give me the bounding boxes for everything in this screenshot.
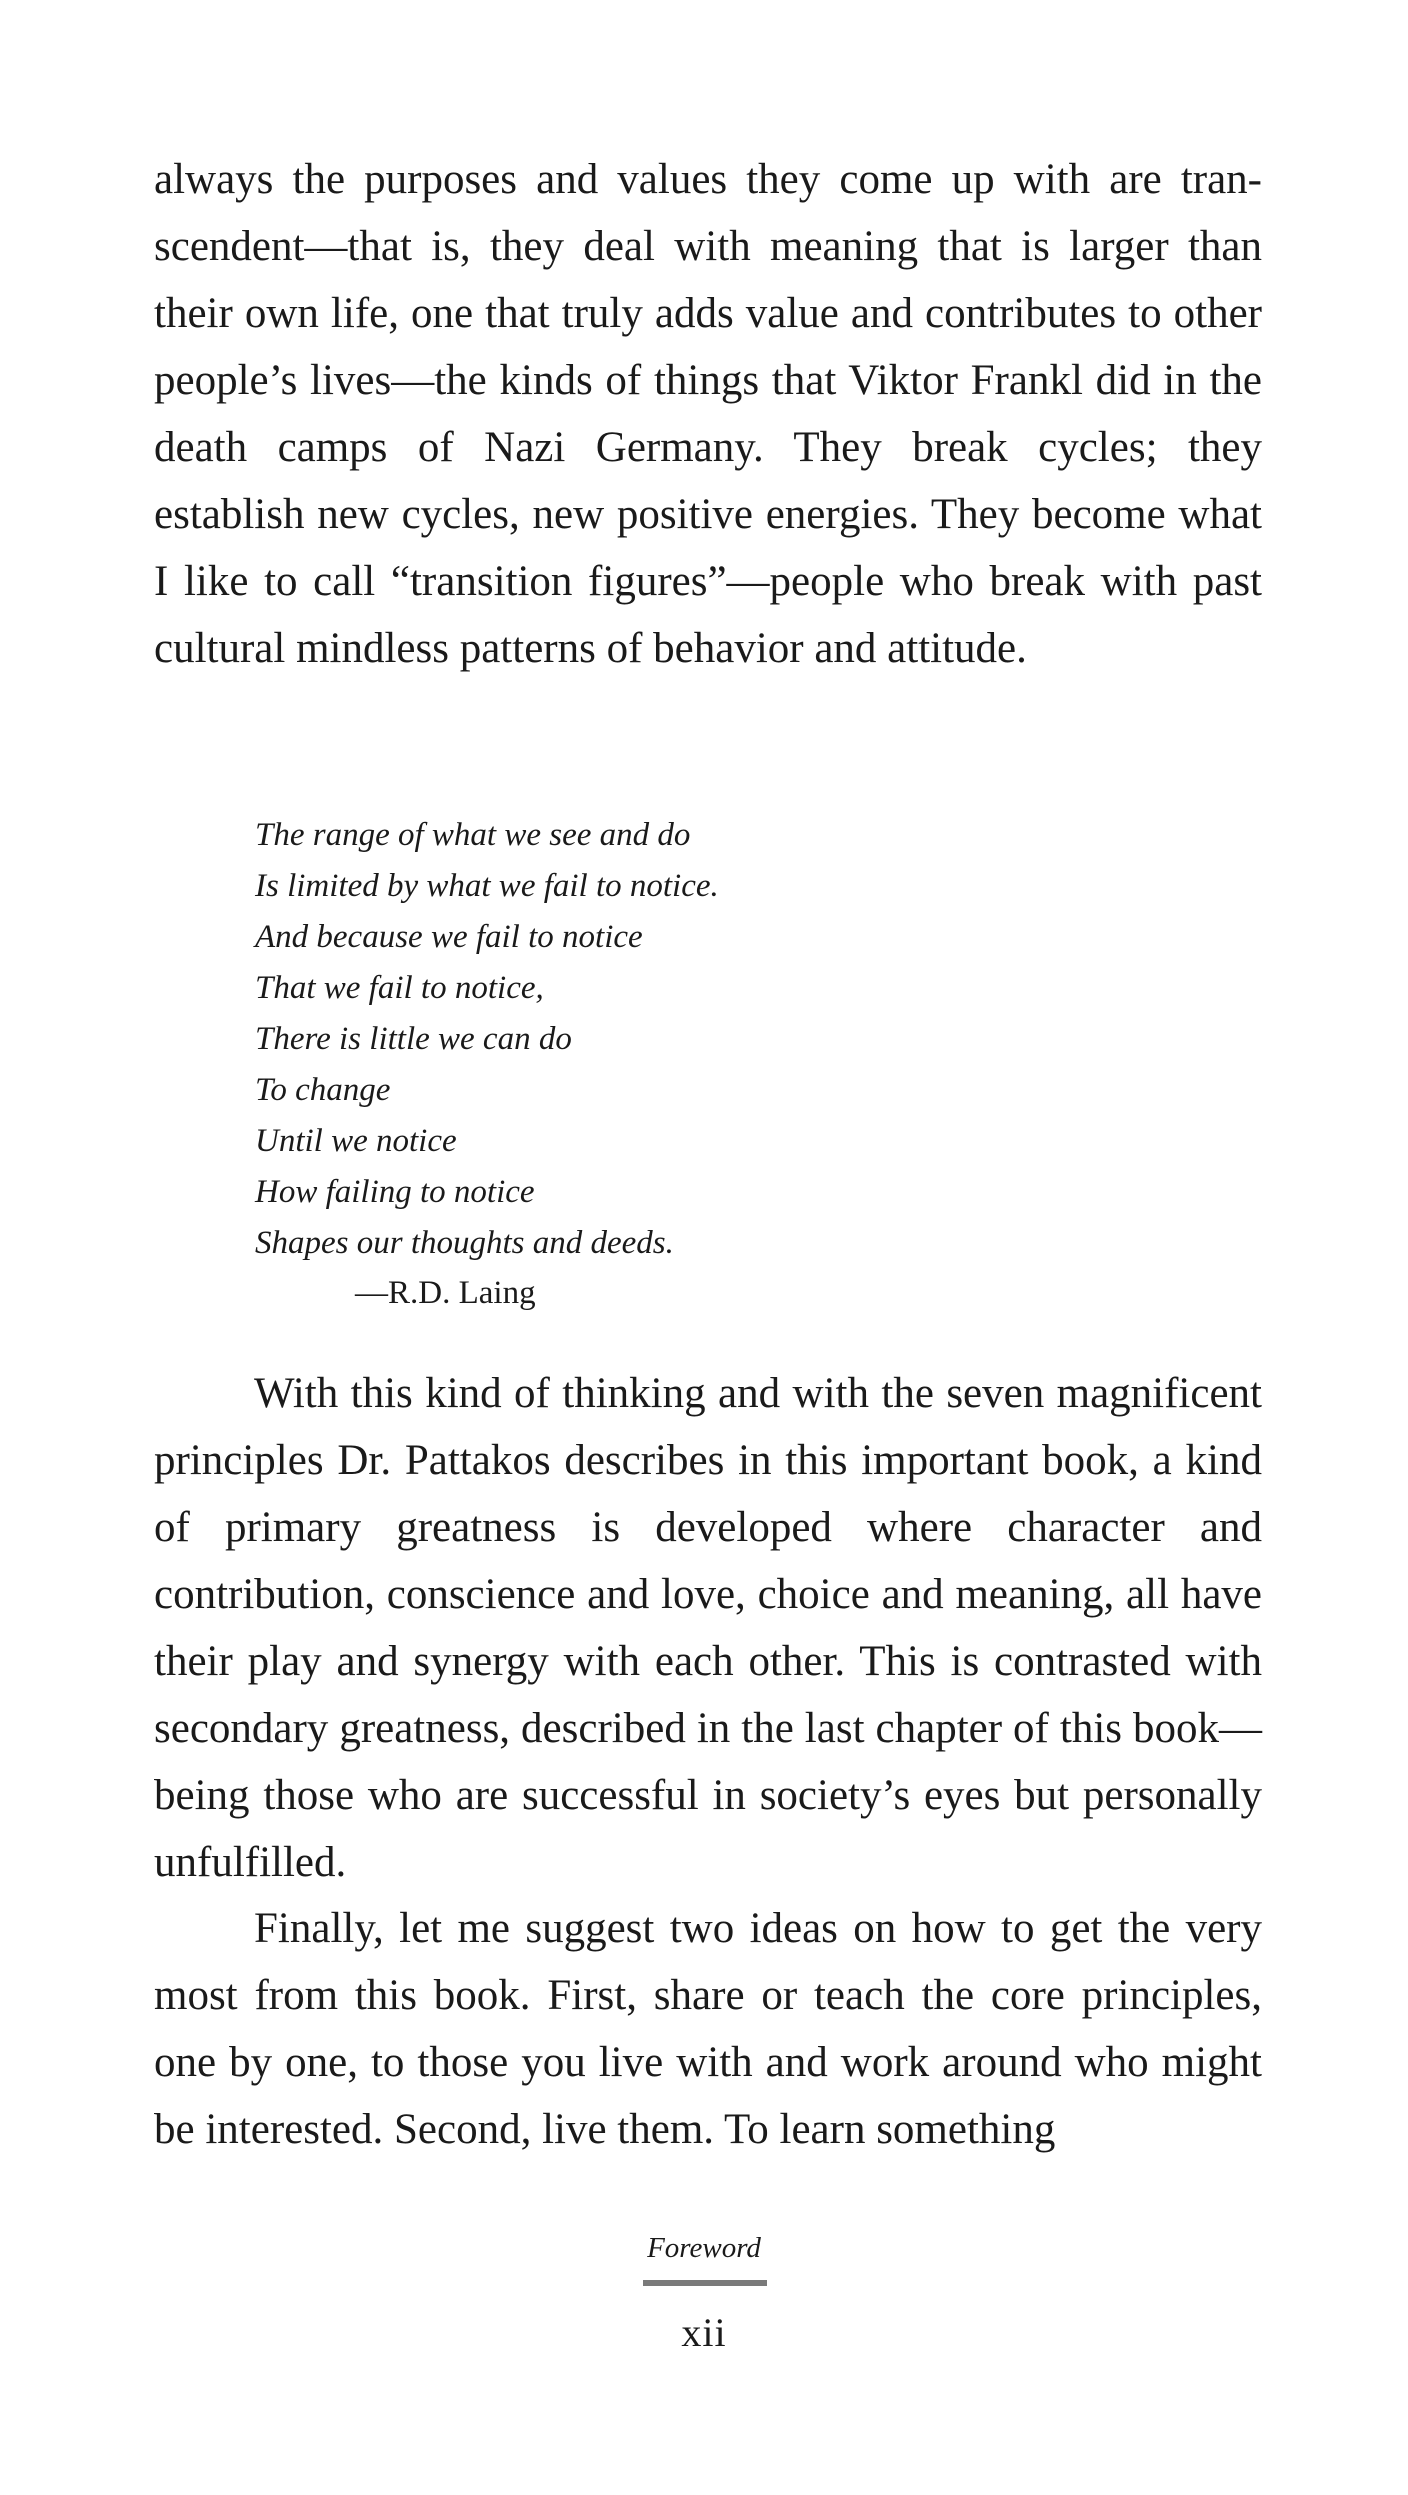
epigraph-line: Shapes our thoughts and deeds.	[255, 1225, 674, 1261]
page-number: xii	[681, 2310, 727, 2355]
epigraph-line: There is little we can do	[255, 1021, 572, 1057]
epigraph-line: To change	[255, 1072, 391, 1108]
footer-divider	[643, 2280, 767, 2286]
epigraph-line: That we fail to notice,	[255, 970, 544, 1006]
epigraph-attribution: —R.D. Laing	[355, 1275, 536, 1311]
body-paragraph-2: With this kind of thinking and with the seven magnificent principles Dr. Pattakos describes in this important book, a kind of primary greatness is developed where character and contribution, conscience and love, choice and meaning, all have their play and synergy with each other. This is contrasted with secondary greatness, described in the last chapter of this book—being those who are successful in society’s eyes but personally unfulfilled.	[154, 1370, 1262, 1886]
epigraph-poem	[255, 810, 955, 1269]
epigraph-line: How failing to notice	[255, 1174, 535, 1210]
epigraph-line: Is limited by what we fail to notice.	[255, 868, 719, 904]
epigraph-line: And because we fail to notice	[255, 919, 643, 955]
body-paragraph-1: always the purposes and values they come up with are transcendent—that is, they deal with meaning that is larger than their own life, one that truly adds value and contributes to other people’s lives—the kinds of things that Viktor Frankl did in the death camps of Nazi Germany. They break cycles; they establish new cycles, new positive energies. They become what I like to call “transition figures”—people who break with past cultural mindless patterns of behavior and attitude.	[154, 156, 1262, 672]
epigraph-line: The range of what we see and do	[255, 817, 691, 853]
body-paragraph-3: Finally, let me suggest two ideas on how to get the very most from this book. First, share or teach the core principles, one by one, to those you live with and work around who might be interested. Second, live them. To learn something	[154, 1905, 1262, 2153]
running-footer-title: Foreword	[647, 2232, 761, 2264]
epigraph-line: Until we notice	[255, 1123, 457, 1159]
